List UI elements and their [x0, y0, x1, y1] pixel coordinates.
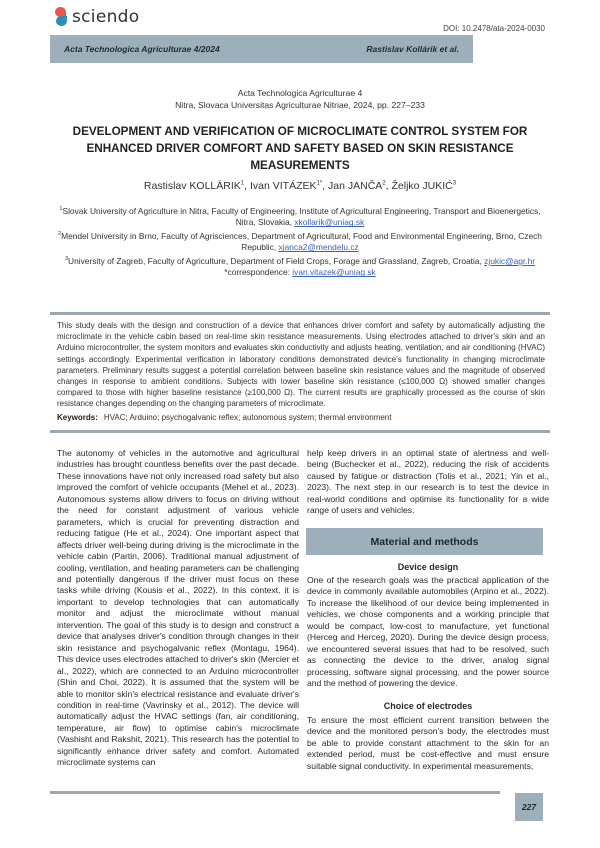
affiliation: $^3$University of Zagreb, Faculty of Agriculture, Department of Field Crops, Forage and Grassland, Zagreb, Croatia, zjukic@agr.hr — [64, 255, 536, 266]
correspondence-email-link[interactable]: ivan.vitazek@uniag.sk — [292, 267, 376, 278]
publisher-logo — [55, 7, 139, 27]
body-right-intro: help keep drivers in an optimal state of alertness and well-being (Buchecker et al., 2022), reducing the risk of accidents caused by fatigue or distraction (Tolis et al., 2021; Yin et al., 2023). The next step in our research is to test the device in real-world conditions and optimise its functionality for a wide range of users and vehicles. — [307, 448, 549, 516]
affiliation: $^2$Mendel University in Brno, Faculty of Agrisciences, Department of Agricultural, Food and Environmental Engineering, Brno, Czech Republic, xjanca2@mendelu.cz — [58, 230, 542, 253]
keywords-value: HVAC; Arduino; psychogalvanic reflex; autonomous system; thermal environment — [103, 413, 392, 422]
author-email-link[interactable]: zjukic@agr.hr — [484, 255, 536, 266]
body-left-column: The autonomy of vehicles in the automotive and agricultural industries has brought countless benefits over the past decade. These innovations have not only increased road safety but also improved the comfort of vehicle occupants (Mehel et al., 2023). Autonomous systems allow drivers to focus on driving without the need for constant adjustment of various vehicle parameters, which is crucial for preventing distraction and reducing fatigue (He et al., 2024). One important aspect that affects driver well-being during driving is the microclimate in the vehicle cabin (Partin, 2006). Traditional manual adjustment of cooling, ventilation, and heating parameters can be challenging and potentially dangerous if the driver must focus on these tasks while driving (Kousis et al., 2022). In this context, it is important to develop technologies that can automatically monitor and adjust the microclimate without manual intervention. The goal of this study is to design and construct a device that analyses driver's condition through changes in their skin resistance and psychogalvanic reflex (Montagu, 1964). This device uses electrodes attached to driver's skin (Mercier et al., 2022), which are connected to an Arduino microcontroller (Shin and Choi, 2022). It is assumed that the system will be able to monitor skin's electrical resistance and evaluate driver's condition in real-time (Vavrinsky et al., 2012). The device will automatically adjust the HVAC settings (fan, air conditioning, temperature, air flow) to optimise cabin's microclimate (Vashisht and Rakshit, 2021). This research has the potential to significantly enhance driver safety and comfort. Automated microclimate systems can — [57, 448, 299, 768]
journal-info-line1: Acta Technologica Agriculturae 4 — [237, 88, 363, 98]
footer-rule — [50, 791, 500, 794]
author-email-link[interactable]: xkollarik@uniag.sk — [294, 217, 365, 228]
publisher-name: sciendo — [72, 7, 140, 27]
subsection-heading-electrodes: Choice of electrodes — [383, 701, 473, 711]
subsection-text-device-design: One of the research goals was the practical application of the device in commonly available automobiles (Arpino et al., 2022). To increase the likelihood of our device being implemented in vehicles, we chose components and a working principle that would be compact, low-cost to manufacture, yet functional (Herceg and Herceg, 2020). During the device design process, we encountered several issues that had to be resolved, such as connecting the device to the driver, analog signal processing, software signal processing, and the power source and the method of powering the device. — [307, 575, 549, 689]
journal-info-line2: Nitra, Slovaca Universitas Agriculturae Nitriae, 2024, pp. 227–233 — [175, 100, 425, 110]
author-email-link[interactable]: xjanca2@mendelu.cz — [278, 242, 359, 253]
section-heading-material-methods: Material and methods — [306, 528, 543, 555]
abstract-bottom-rule — [50, 430, 550, 433]
keywords-label: Keywords: — [57, 413, 98, 422]
subsection-text-electrodes: To ensure the most efficient current transition between the device and the monitored person's body, the electrodes must be able to provide constant attachment to the skin for an extended period, must be cost-effective and must ensure suitable signal conductivity. In experimental measurements, — [307, 715, 549, 771]
author-list: Rastislav KOLLÁRIK$^1$, Ivan $VITÁZEK^{1*}$, Jan JANČA$^2$, Željko JUKIĆ$^3$ — [143, 180, 457, 192]
paper-title: DEVELOPMENT AND VERIFICATION OF MICROCLIMATE CONTROL SYSTEM FOR ENHANCED DRIVER COMFORT AND SAFETY BASED ON SKIN RESISTANCE MEASUREMENTS — [72, 125, 528, 172]
affiliations — [55, 204, 545, 279]
author: Ivan $VITÁZEK^{1*}$ — [249, 180, 323, 192]
running-header-authors: Rastislav Kollárik et al. — [366, 44, 459, 54]
keywords — [57, 413, 391, 422]
running-header-bar — [50, 35, 473, 63]
running-header-journal: Acta Technologica Agriculturae 4/2024 — [64, 44, 220, 54]
abstract-top-rule — [50, 312, 550, 315]
author: Rastislav KOLLÁRIK$^1$ — [143, 180, 245, 192]
author: Željko JUKIĆ$^3$ — [391, 180, 457, 192]
correspondence: *correspondence: ivan.vitazek@uniag.sk — [224, 267, 376, 278]
author: Jan JANČA$^2$ — [328, 180, 386, 192]
sciendo-logo-icon — [55, 7, 67, 27]
subsection-heading-device-design: Device design — [397, 562, 459, 572]
affiliation: $^1$Slovak University of Agriculture in Nitra, Faculty of Engineering, Institute of Agricultural Engineering, Transport and Bioenergetics, Nitra, Slovakia, xkollarik@uniag.sk — [59, 205, 541, 228]
doi: DOI: 10.2478/ata-2024-0030 — [443, 24, 545, 33]
page-number: 227 — [515, 793, 543, 821]
abstract: This study deals with the design and construction of a device that enhances driver comfort and safety by automatically adjusting the microclimate in the vehicle cabin based on real-time skin resistance measurements. Using electrodes attached to driver's skin and an Arduino microcontroller, the system monitors and evaluates skin conductivity and adjusts heating, ventilation, and air conditioning (HVAC) settings accordingly. Experimental verification in laboratory conditions demonstrated device's functionality in changing microclimate parameters. Preliminary results suggest a potential correlation between baseline skin resistance values and the magnitude of observed changes in response to ambient conditions. Subjects with lower baseline skin resistance (≤100,000 Ω) showed smaller changes compared to those with higher baseline resistance (≥100,000 Ω). The current results are graphically processed as the course of skin resistance changes depending on the changing parameters of microclimate. — [57, 321, 545, 409]
